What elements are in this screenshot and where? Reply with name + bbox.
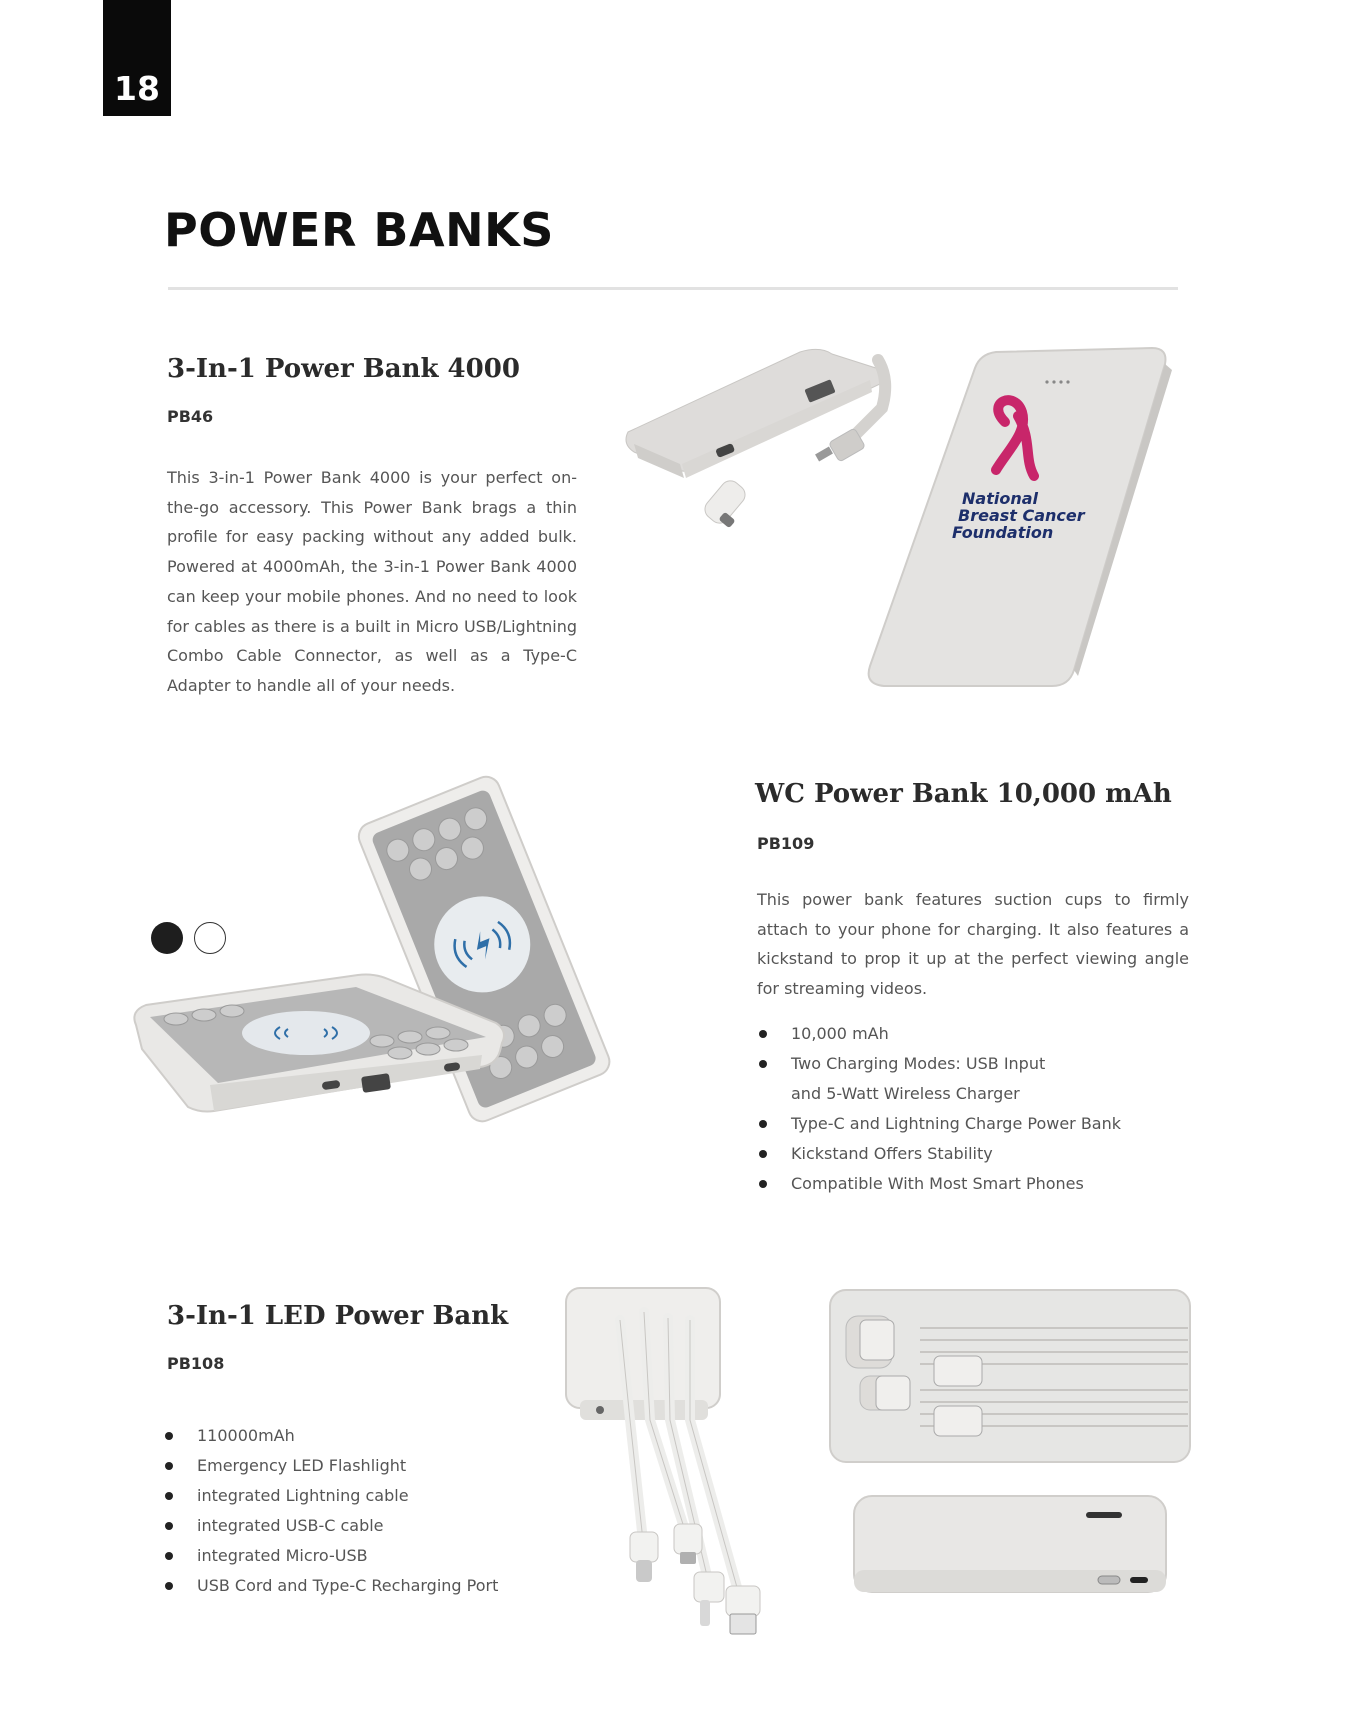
page-title: POWER BANKS (164, 203, 554, 257)
feature-list-pb109 (757, 1019, 1121, 1199)
led-power-bank-side-view-photo (854, 1496, 1166, 1592)
power-bank-pb109-image (130, 765, 690, 1205)
color-swatch-white (194, 922, 226, 954)
feature-item: integrated Micro-USB (163, 1541, 498, 1571)
feature-item: integrated USB-C cable (163, 1511, 498, 1541)
imprint-line-1: National (962, 489, 1038, 508)
product-description-pb46: This 3-in-1 Power Bank 4000 is your perfect on-the-go accessory. This Power Bank brags a thin profile for easy packing without any added bulk. Powered at 4000mAh, the 3-in-1 Power Bank 4000 can keep your mobile phones. And no need to look for cables as there is a built in Micro USB/Lightning Combo Cable Connector, as well as a Type-C Adapter to handle all of your needs. (167, 468, 577, 695)
product-title-pb109: WC Power Bank 10,000 mAh (755, 779, 1172, 809)
feature-item: Two Charging Modes: USB Input and 5-Watt Wireless Charger (757, 1049, 1121, 1109)
feature-list-pb108 (163, 1421, 498, 1601)
product-title-pb46: 3-In-1 Power Bank 4000 (167, 354, 520, 384)
product-code-pb108: PB108 (167, 1354, 225, 1373)
led-power-bank-top-view-photo (830, 1290, 1190, 1462)
product-title-pb108: 3-In-1 LED Power Bank (167, 1301, 509, 1331)
thin-power-bank-photo (626, 349, 885, 528)
feature-item: Type-C and Lightning Charge Power Bank (757, 1109, 1121, 1139)
feature-item: Emergency LED Flashlight (163, 1451, 498, 1481)
feature-item: USB Cord and Type-C Recharging Port (163, 1571, 498, 1601)
imprint-line-3: Foundation (952, 523, 1054, 542)
feature-item: 10,000 mAh (757, 1019, 1121, 1049)
page-number-tab (103, 0, 171, 116)
product-code-pb46: PB46 (167, 407, 214, 426)
imprint-line-2: Breast Cancer (958, 506, 1085, 525)
color-swatch-black (151, 922, 183, 954)
page-number: 18 (114, 69, 160, 108)
feature-item: 110000mAh (163, 1421, 498, 1451)
feature-item: Compatible With Most Smart Phones (757, 1169, 1121, 1199)
feature-item: integrated Lightning cable (163, 1481, 498, 1511)
product-description-pb109: This power bank features suction cups to firmly attach to your phone for charging. It also features a kickstand to prop it up at the perfect viewing angle for streaming videos. (757, 890, 1189, 999)
product-code-pb109: PB109 (757, 834, 815, 853)
title-divider (168, 287, 1178, 290)
led-power-bank-with-cables-photo (566, 1288, 760, 1634)
power-bank-pb46-image (620, 340, 1185, 700)
power-bank-pb108-image (560, 1280, 1200, 1650)
feature-item: Kickstand Offers Stability (757, 1139, 1121, 1169)
